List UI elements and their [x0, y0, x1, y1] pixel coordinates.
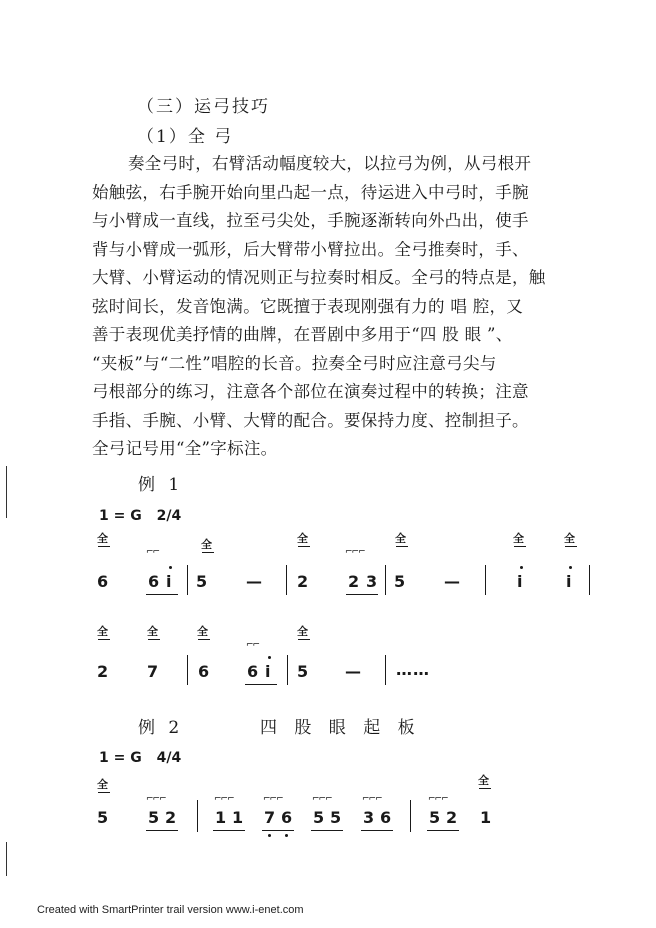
- note: i: [265, 662, 271, 681]
- note: 5: [394, 572, 406, 591]
- bow-mark: 全: [564, 532, 575, 545]
- example2-label: 例 2: [138, 718, 184, 738]
- bow-mark: 全: [395, 532, 406, 545]
- paragraph-line: “夹板”与“二性”唱腔的长音。拉奏全弓时应注意弓尖与: [92, 353, 497, 373]
- example2-key: [99, 750, 181, 766]
- beam: [427, 830, 459, 831]
- note: i: [517, 572, 523, 591]
- note: 6: [97, 572, 109, 591]
- barline: [187, 655, 188, 685]
- barline: [287, 655, 288, 685]
- note: 7: [147, 662, 159, 681]
- note: 6: [247, 662, 259, 681]
- bow-mark: 全: [97, 532, 108, 545]
- footer-watermark: Created with SmartPrinter trail version www.i-enet.com: [37, 904, 304, 916]
- up-bow-mark: ⌐⌐⌐: [146, 794, 166, 804]
- bow-mark: 全: [97, 778, 108, 791]
- note: 6: [380, 808, 392, 827]
- note: 2: [165, 808, 177, 827]
- up-bow-mark: ⌐⌐: [146, 547, 160, 557]
- body-paragraph: [92, 150, 602, 464]
- section-heading: （三）运弓技巧: [137, 97, 270, 117]
- subsection-heading: （1）全 弓: [137, 127, 234, 147]
- key-signature: 1 = G: [99, 750, 142, 766]
- note: 1: [232, 808, 244, 827]
- barline: [385, 655, 386, 685]
- dash: —: [246, 572, 262, 591]
- bow-mark: 全: [478, 774, 489, 787]
- paragraph-line: 善于表现优美抒情的曲牌，在晋剧中多用于“四 股 眼 ”、: [92, 325, 513, 344]
- barline: [197, 800, 198, 832]
- up-bow-mark: ⌐⌐⌐: [263, 794, 283, 804]
- low-octave-dot: [285, 834, 288, 837]
- barline: [485, 565, 486, 595]
- time-signature: 2/4: [156, 508, 182, 524]
- paragraph-line: 与小臂成一直线，拉至弓尖处，手腕逐渐转向外凸出，使手: [92, 211, 529, 230]
- dash: —: [444, 572, 460, 591]
- dash: —: [345, 662, 361, 681]
- high-octave-dot: [520, 566, 523, 569]
- beam: [346, 594, 378, 595]
- continuation-dots: ……: [396, 660, 430, 679]
- barline: [187, 565, 188, 595]
- bow-mark: 全: [297, 532, 308, 545]
- paragraph-line: 弓根部分的练习，注意各个部位在演奏过程中的转换；注意: [92, 382, 529, 401]
- paragraph-line: 全弓记号用“全”字标注。: [92, 439, 278, 458]
- scan-margin-mark: [6, 842, 7, 876]
- up-bow-mark: ⌐⌐⌐: [362, 794, 382, 804]
- note: 1: [215, 808, 227, 827]
- note: 5: [148, 808, 160, 827]
- up-bow-mark: ⌐⌐⌐: [214, 794, 234, 804]
- low-octave-dot: [268, 834, 271, 837]
- note: 5: [313, 808, 325, 827]
- note: i: [166, 572, 172, 591]
- high-octave-dot: [569, 566, 572, 569]
- note: 5: [196, 572, 208, 591]
- note: 2: [446, 808, 458, 827]
- high-octave-dot: [169, 566, 172, 569]
- bow-mark: 全: [297, 625, 308, 638]
- barline: [385, 565, 386, 595]
- note: 3: [366, 572, 378, 591]
- example1-label: 例 1: [138, 475, 184, 495]
- up-bow-mark: ⌐⌐⌐: [312, 794, 332, 804]
- paragraph-line: 弦时间长，发音饱满。它既擅于表现刚强有力的 唱 腔，又: [92, 296, 524, 316]
- key-signature: 1 = G: [99, 508, 142, 524]
- up-bow-mark: ⌐⌐⌐: [345, 547, 365, 557]
- note: 7: [264, 808, 276, 827]
- barline: [589, 565, 590, 595]
- note: 5: [330, 808, 342, 827]
- time-signature: 4/4: [156, 750, 182, 766]
- example2-title: 四 股 眼 起 板: [260, 718, 421, 738]
- example1-key: [99, 508, 181, 524]
- note: 5: [97, 808, 109, 827]
- beam: [262, 830, 294, 831]
- bow-mark: 全: [147, 625, 158, 638]
- note: 2: [297, 572, 309, 591]
- note: 5: [429, 808, 441, 827]
- scan-margin-mark: [6, 466, 7, 518]
- note: 1: [480, 808, 492, 827]
- up-bow-mark: ⌐⌐⌐: [428, 794, 448, 804]
- bow-mark: 全: [513, 532, 524, 545]
- up-bow-mark: ⌐⌐: [246, 640, 260, 650]
- beam: [361, 830, 393, 831]
- beam: [245, 684, 277, 685]
- beam: [146, 594, 178, 595]
- paragraph-line: 奏全弓时，右臂活动幅度较大，以拉弓为例，从弓根开: [128, 154, 532, 173]
- note: 6: [281, 808, 293, 827]
- note: 5: [297, 662, 309, 681]
- high-octave-dot: [268, 656, 271, 659]
- note: 3: [363, 808, 375, 827]
- beam: [311, 830, 343, 831]
- paragraph-line: 背与小臂成一弧形，后大臂带小臂拉出。全弓推奏时，手、: [92, 239, 529, 259]
- beam: [146, 830, 178, 831]
- note: i: [566, 572, 572, 591]
- note: 2: [97, 662, 109, 681]
- note: 6: [198, 662, 210, 681]
- beam: [213, 830, 245, 831]
- paragraph-line: 手指、手腕、小臂、大臂的配合。要保持力度、控制担子。: [92, 410, 529, 430]
- barline: [410, 800, 411, 832]
- bow-mark: 全: [201, 538, 212, 551]
- bow-mark: 全: [97, 625, 108, 638]
- paragraph-line: 大臂、小臂运动的情况则正与拉奏时相反。全弓的特点是，触: [92, 268, 546, 287]
- note: 6: [148, 572, 160, 591]
- note: 2: [348, 572, 360, 591]
- paragraph-line: 始触弦，右手腕开始向里凸起一点，待运进入中弓时，手腕: [92, 182, 529, 202]
- barline: [286, 565, 287, 595]
- bow-mark: 全: [197, 625, 208, 638]
